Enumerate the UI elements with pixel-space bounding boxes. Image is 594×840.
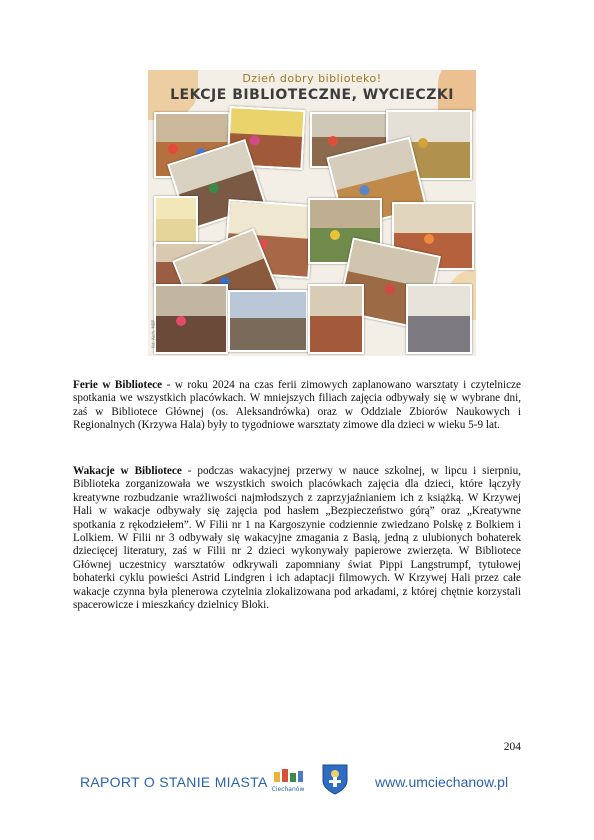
photo	[308, 284, 364, 354]
collage-image	[148, 70, 476, 356]
paragraph-heading: Ferie w Bibliotece	[73, 379, 163, 391]
photo	[406, 284, 472, 354]
collage-title: LEKCJE BIBLIOTECZNE, WYCIECZKI	[170, 87, 454, 103]
footer-report-title: RAPORT O STANIE MIASTA	[80, 774, 268, 790]
paragraph-heading: Wakacje w Bibliotece	[73, 465, 182, 477]
photo-credit: fot. Arch. MBP	[151, 319, 156, 348]
crest-icon	[321, 763, 349, 795]
paragraph-text: - w roku 2024 na czas ferii zimowych zaplanowano warsztaty i czytelnicze spotkania we wszystkich placówkach. W mniejszych filiach zajęcia odbywały się w wybrane dni, zaś w Bibliotece Głównej (os. Aleksandrówka) oraz w Oddziale Zbiorów Naukowych i Regionalnych (Krzywa Hala) były to tygodniowe warsztaty zimowe dla dzieci w wieku 5-9 lat.	[73, 379, 521, 432]
photo	[228, 290, 308, 352]
paragraph-wakacje	[73, 465, 521, 612]
photo	[154, 196, 198, 246]
paragraph-text: - podczas wakacyjnej przerwy w nauce szkolnej, w lipcu i sierpniu, Biblioteka zorganizowała we wszystkich swoich placówkach zajęcia dla dzieci, które łączyły kreatywne rozbudzanie wrażliwości najmłodszych z zaprzyjaźnianiem ich z książką. W Krzywej Hali w wakacje odbywały się zajęcia pod hasłem „Bezpieczeństwo górą” oraz „Kreatywne spotkania z rękodziełem”. W Filii nr 1 na Kargoszynie codziennie zwiedzano Polskę z Bolkiem i Lolkiem. W Filii nr 3 odbywały się wakacyjne zmagania z Basią, jedną z ulubionych bohaterek dziecięcej literatury, zaś w Filii nr 2 dzieci wykonywały papierowe zwierzęta. W Bibliotece Głównej uczestnicy warsztatów odkrywali zapomniany świat Pippi Langstrumpf, tytułowej bohaterki cyklu powieści Astrid Lindgren i ich adaptacji filmowych. W Krzywej Hali przez całe wakacje czynna była plenerowa czytelnia zlokalizowana pod arkadami, z której chętnie korzystali spacerowicze i mieszkańcy dzielnicy Bloki.	[73, 465, 521, 612]
footer-website-link[interactable]: www.umciechanow.pl	[375, 774, 509, 790]
collage-subtitle: Dzień dobry biblioteko!	[242, 72, 382, 85]
paragraph-ferie	[73, 379, 521, 433]
photo	[154, 284, 228, 354]
city-logo-text: Ciechanów	[271, 786, 305, 793]
city-logo-icon	[268, 766, 308, 794]
page-number: 204	[503, 741, 521, 753]
